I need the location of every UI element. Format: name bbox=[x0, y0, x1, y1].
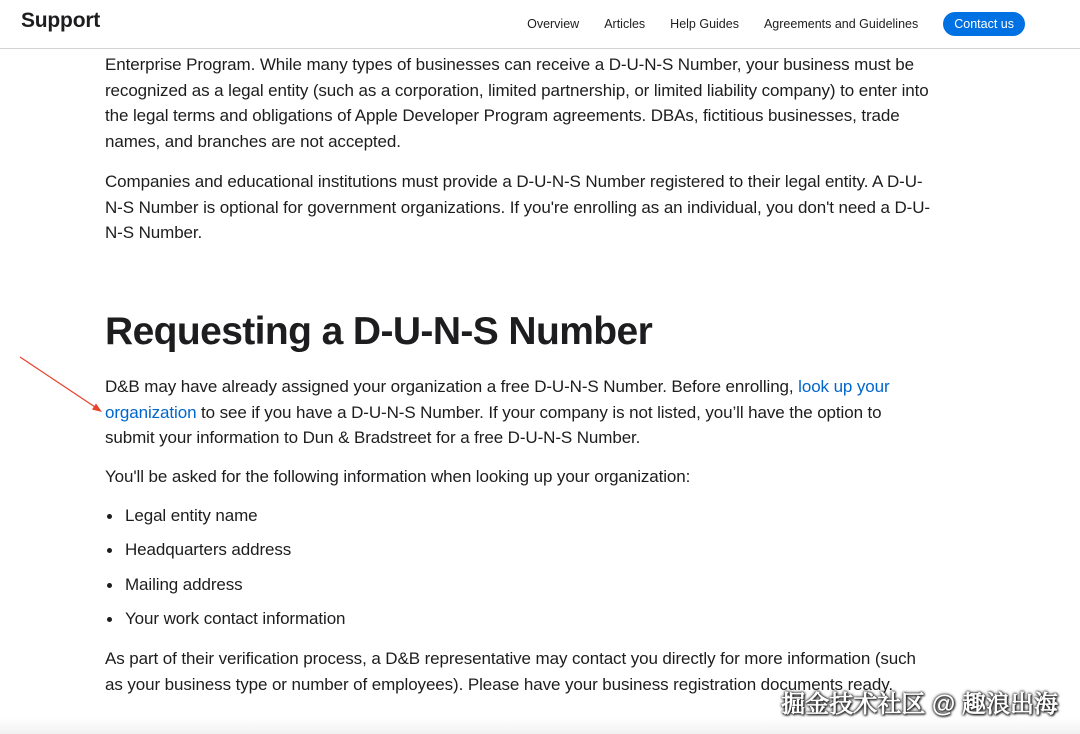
look-up-organization-link[interactable]: look up your organization bbox=[105, 377, 890, 422]
watermark-text: 掘金技术社区 @ 趣浪出海 bbox=[781, 691, 1058, 718]
list-item bbox=[105, 537, 345, 571]
nav-articles-link[interactable]: Articles bbox=[604, 17, 646, 31]
support-brand-link[interactable]: Support bbox=[21, 9, 101, 32]
bullet-icon bbox=[107, 548, 112, 553]
nav-overview-link[interactable]: Overview bbox=[527, 17, 580, 31]
list-item-label: Mailing address bbox=[125, 574, 243, 594]
nav-links bbox=[527, 0, 1080, 48]
list-item-label: Legal entity name bbox=[125, 506, 258, 525]
section-heading-requesting-duns: Requesting a D-U-N-S Number bbox=[105, 310, 653, 353]
list-item-label: Headquarters address bbox=[125, 540, 292, 560]
nav-agreements-link[interactable]: Agreements and Guidelines bbox=[763, 17, 919, 31]
bullet-icon bbox=[107, 514, 112, 519]
paragraph-lookup bbox=[105, 374, 935, 451]
required-info-list bbox=[105, 503, 345, 640]
bullet-icon bbox=[107, 583, 112, 588]
paragraph-info-intro: You'll be asked for the following information when looking up your organization: bbox=[105, 467, 691, 486]
list-item bbox=[105, 572, 345, 606]
paragraph-duns-requirement: Companies and educational institutions must provide a D-U-N-S Number registered to their legal entity. A D-U-N-S Number is optional for government organizations. If you're enrolling as an individual, you don't need a D-U-N-S Number. bbox=[105, 172, 930, 242]
list-item bbox=[105, 606, 345, 640]
bullet-icon bbox=[107, 617, 112, 622]
paragraph-lookup-before: D&B may have already assigned your organization a free D-U-N-S Number. Before enrolling, bbox=[105, 377, 799, 396]
list-item bbox=[105, 503, 345, 537]
paragraph-lookup-after: to see if you have a D-U-N-S Number. If your company is not listed, you’ll have the option to submit your information to Dun & Bradstreet for a free D-U-N-S Number. bbox=[105, 402, 882, 447]
paragraph-legal-entity: Enterprise Program. While many types of businesses can receive a D-U-N-S Number, your business must be recognized as a legal entity (such as a corporation, limited partnership, or limited liability company) to enter into the legal terms and obligations of Apple Developer Program agreements. DBAs, fictitious businesses, trade names, and branches are not accepted. bbox=[105, 55, 929, 151]
list-item-label: Your work contact information bbox=[125, 608, 346, 628]
paragraph-verification: As part of their verification process, a D&B representative may contact you directly for more information (such as your business type or number of employees). Please have your business registration documents ready. bbox=[105, 649, 916, 694]
top-navigation bbox=[0, 0, 1080, 49]
annotation-arrow-icon bbox=[18, 355, 104, 415]
bottom-fade bbox=[0, 718, 1080, 734]
nav-help-guides-link[interactable]: Help Guides bbox=[670, 17, 739, 31]
contact-us-button[interactable]: Contact us bbox=[943, 12, 1025, 36]
